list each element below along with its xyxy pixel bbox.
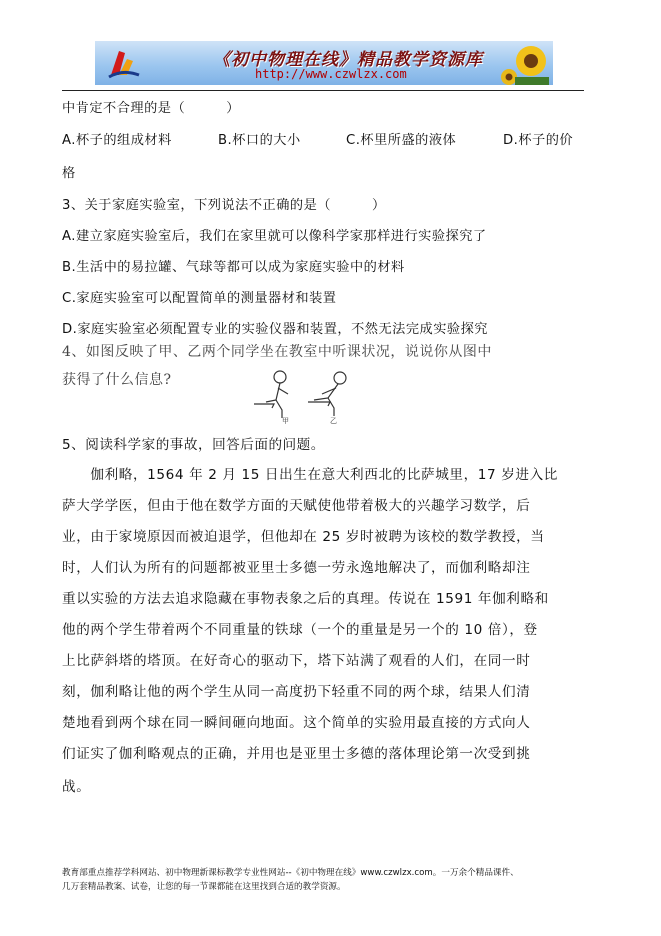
passage-line: 萨大学学医，但由于他在数学方面的天赋使他带着极大的兴趣学习数学，后 (62, 498, 531, 514)
site-url[interactable]: http://www.czwlzx.com (255, 67, 407, 81)
q2-option-b: B.杯口的大小 (218, 133, 301, 148)
q3-stem: 3、关于家庭实验室，下列说法不正确的是（ ） (62, 198, 386, 213)
passage-line: 重以实验的方法去追求隐藏在事物表象之后的真理。传说在 1591 年伽利略和 (62, 591, 549, 607)
q2-option-c: C.杯里所盛的液体 (346, 133, 457, 148)
passage-line: 伽利略，1564 年 2 月 15 日出生在意大利西北的比萨城里，17 岁进入比 (62, 467, 558, 483)
footer-line-1: 教育部重点推荐学科网站、初中物理新课标教学专业性网站--《初中物理在线》www.czwlzx.com。一万余个精品课件、 (62, 868, 519, 878)
q5-stem: 5、阅读科学家的事故，回答后面的问题。 (62, 437, 325, 453)
passage-line: 刻，伽利略让他的两个学生从同一高度扔下轻重不同的两个球，结果人们清 (62, 684, 531, 700)
passage-line: 们证实了伽利略观点的正确，并用也是亚里士多德的落体理论第一次受到挑 (62, 746, 531, 762)
q4-line-1: 4、如图反映了甲、乙两个同学坐在教室中听课状况，说说你从图中 (62, 344, 492, 360)
q2-option-a: A.杯子的组成材料 (62, 133, 172, 148)
classroom-figure (252, 368, 358, 424)
passage-line: 战。 (62, 779, 91, 795)
header-rule (62, 90, 584, 91)
students-illustration (252, 368, 358, 424)
label-yi: 乙 (330, 417, 337, 424)
passage-line: 他的两个学生带着两个不同重量的铁球（一个的重量是另一个的 10 倍），登 (62, 622, 538, 638)
q3-option-b: B.生活中的易拉罐、气球等都可以成为家庭实验中的材料 (62, 260, 405, 275)
footer-line-2: 几万套精品教案、试卷，让您的每一节课都能在这里找到合适的教学资源。 (62, 882, 346, 892)
label-jia: 甲 (282, 417, 289, 424)
passage-line: 时，人们认为所有的问题都被亚里士多德一劳永逸地解决了，而伽利略却注 (62, 560, 531, 576)
site-logo-icon (105, 45, 141, 81)
q3-option-a: A.建立家庭实验室后，我们在家里就可以像科学家那样进行实验探究了 (62, 229, 487, 244)
passage-line: 业，由于家境原因而被迫退学，但他却在 25 岁时被聘为该校的数学教授，当 (62, 529, 545, 545)
passage-line: 楚地看到两个球在同一瞬间砸向地面。这个简单的实验用最直接的方式向人 (62, 715, 531, 731)
q4-line-2: 获得了什么信息? (62, 372, 172, 388)
passage-line: 上比萨斜塔的塔顶。在好奇心的驱动下，塔下站满了观看的人们，在同一时 (62, 653, 531, 669)
header-banner (95, 41, 553, 85)
site-title: 《初中物理在线》精品教学资源库 (213, 50, 483, 70)
q2-option-d: D.杯子的价 (503, 133, 574, 148)
q3-option-c: C.家庭实验室可以配置简单的测量器材和装置 (62, 291, 337, 306)
q2-stem: 中肯定不合理的是（ ） (62, 101, 240, 116)
q2-option-d-wrap: 格 (62, 166, 76, 181)
q3-option-d: D.家庭实验室必须配置专业的实验仪器和装置，不然无法完成实验探究 (62, 322, 488, 337)
sunflower-icon (501, 43, 549, 85)
